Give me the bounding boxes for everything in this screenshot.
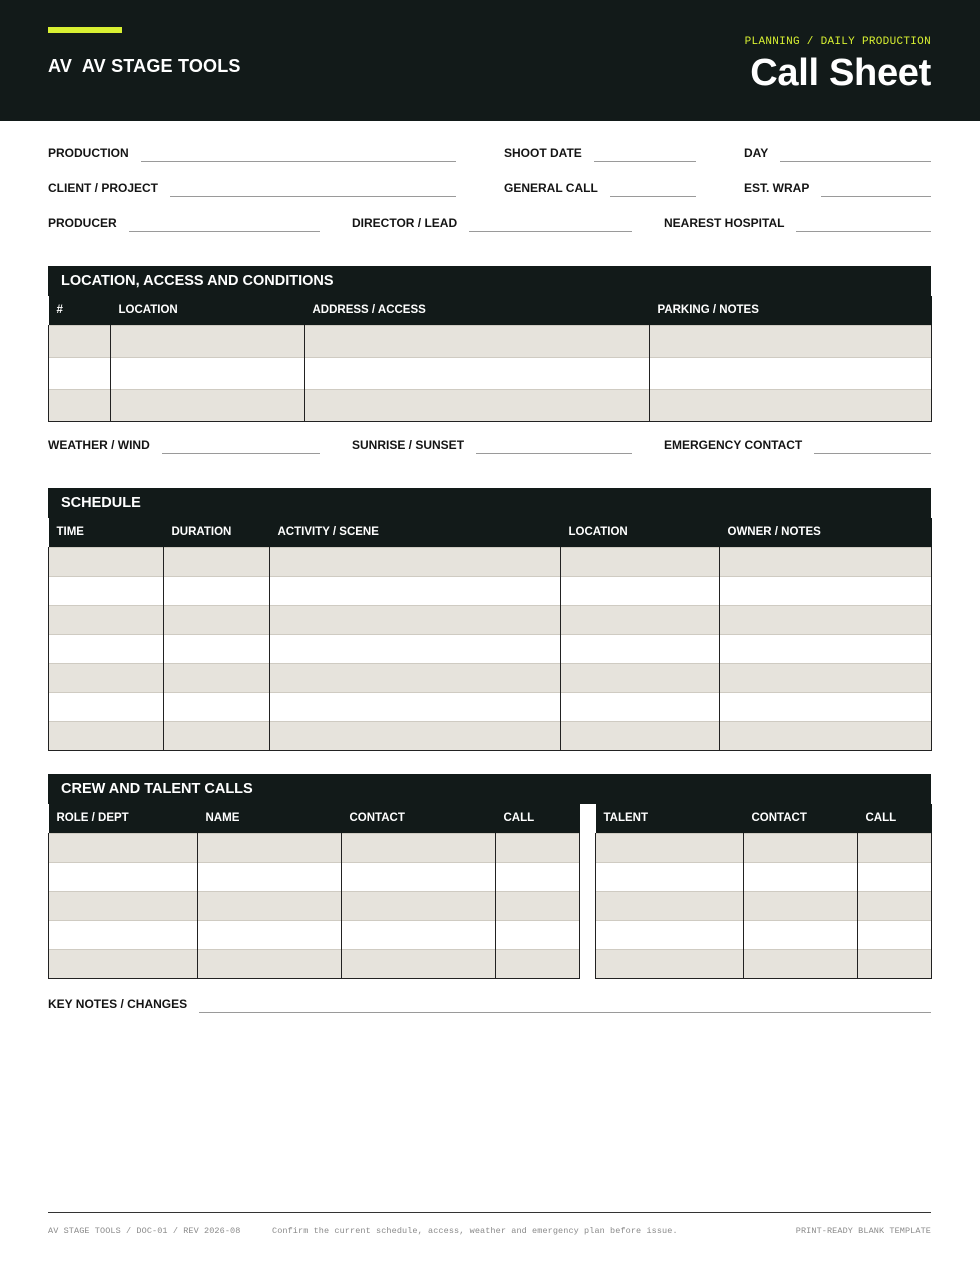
table-cell[interactable] (496, 949, 580, 978)
crew-table (48, 804, 580, 979)
weather-wind-line[interactable] (162, 453, 320, 454)
column-header-activity-scene: ACTIVITY / SCENE (270, 518, 561, 547)
table-row (49, 547, 932, 576)
table-cell[interactable] (858, 891, 932, 920)
table-cell[interactable] (720, 576, 932, 605)
table-cell[interactable] (744, 920, 858, 949)
client-project-label: CLIENT / PROJECT (48, 181, 159, 195)
key-notes-line[interactable] (199, 1012, 931, 1013)
table-cell[interactable] (561, 547, 720, 576)
column-header-number: # (49, 296, 111, 325)
column-header-parking-notes: PARKING / NOTES (650, 296, 932, 325)
table-row (596, 833, 932, 862)
column-header-role-dept: ROLE / DEPT (49, 804, 198, 833)
table-cell[interactable] (49, 862, 198, 891)
brand-logo (48, 56, 241, 77)
table-cell[interactable] (198, 920, 342, 949)
table-cell[interactable] (49, 692, 164, 721)
table-cell[interactable] (164, 605, 270, 634)
table-cell[interactable] (305, 389, 650, 421)
footer-template-note: PRINT-READY BLANK TEMPLATE (795, 1226, 931, 1236)
est-wrap-field[interactable] (744, 175, 931, 195)
column-header-duration: DURATION (164, 518, 270, 547)
column-header-location: LOCATION (111, 296, 305, 325)
shoot-date-field[interactable] (504, 140, 696, 160)
table-cell[interactable] (198, 833, 342, 862)
client-project-line[interactable] (170, 196, 456, 197)
table-row (49, 891, 580, 920)
table-cell[interactable] (111, 389, 305, 421)
table-cell[interactable] (596, 833, 744, 862)
table-cell[interactable] (496, 920, 580, 949)
table-cell[interactable] (858, 833, 932, 862)
table-cell[interactable] (270, 721, 561, 750)
table-cell[interactable] (270, 692, 561, 721)
table-cell[interactable] (561, 576, 720, 605)
column-header-name: NAME (198, 804, 342, 833)
table-cell[interactable] (561, 721, 720, 750)
nearest-hospital-field[interactable] (664, 210, 931, 230)
table-cell[interactable] (164, 634, 270, 663)
table-cell[interactable] (305, 357, 650, 389)
table-cell[interactable] (49, 547, 164, 576)
table-cell[interactable] (49, 833, 198, 862)
table-row (49, 605, 932, 634)
location-section-title: LOCATION, ACCESS AND CONDITIONS (48, 266, 931, 296)
table-cell[interactable] (270, 634, 561, 663)
column-header-call: CALL (496, 804, 580, 833)
table-cell[interactable] (720, 692, 932, 721)
sunrise-sunset-line[interactable] (476, 453, 632, 454)
table-cell[interactable] (496, 833, 580, 862)
table-cell[interactable] (49, 576, 164, 605)
table-cell[interactable] (270, 576, 561, 605)
key-notes-field[interactable] (48, 991, 931, 1011)
column-header-owner-notes: OWNER / NOTES (720, 518, 932, 547)
schedule-table (48, 518, 932, 751)
brand-name: AV STAGE TOOLS (81, 56, 241, 76)
accent-bar (48, 27, 122, 33)
table-row (49, 389, 932, 421)
producer-line[interactable] (129, 231, 320, 232)
table-cell[interactable] (164, 663, 270, 692)
table-cell[interactable] (650, 325, 932, 357)
producer-label: PRODUCER (48, 216, 117, 230)
table-row (596, 920, 932, 949)
director-lead-line[interactable] (469, 231, 632, 232)
table-row (49, 833, 580, 862)
nearest-hospital-label: NEAREST HOSPITAL (664, 216, 785, 230)
table-cell[interactable] (561, 663, 720, 692)
est-wrap-label: EST. WRAP (744, 181, 810, 195)
table-cell[interactable] (596, 920, 744, 949)
column-header-time: TIME (49, 518, 164, 547)
day-line[interactable] (780, 161, 931, 162)
table-cell[interactable] (650, 357, 932, 389)
table-cell[interactable] (305, 325, 650, 357)
table-row (49, 920, 580, 949)
table-row (49, 634, 932, 663)
table-row (49, 576, 932, 605)
table-row (596, 891, 932, 920)
table-cell[interactable] (49, 357, 111, 389)
crew-section-title: CREW AND TALENT CALLS (48, 774, 931, 804)
table-cell[interactable] (49, 634, 164, 663)
production-field[interactable] (48, 140, 456, 160)
table-row (49, 692, 932, 721)
weather-wind-field[interactable] (48, 432, 320, 452)
table-cell[interactable] (49, 721, 164, 750)
table-cell[interactable] (596, 891, 744, 920)
table-cell[interactable] (164, 692, 270, 721)
client-project-field[interactable] (48, 175, 456, 195)
section-eyebrow: PLANNING / DAILY PRODUCTION (744, 36, 931, 48)
table-cell[interactable] (270, 605, 561, 634)
table-cell[interactable] (496, 862, 580, 891)
footer-rule (48, 1212, 931, 1213)
table-cell[interactable] (496, 891, 580, 920)
column-header-address-access: ADDRESS / ACCESS (305, 296, 650, 325)
table-cell[interactable] (198, 891, 342, 920)
column-header-location: LOCATION (561, 518, 720, 547)
table-cell[interactable] (342, 920, 496, 949)
table-cell[interactable] (744, 833, 858, 862)
schedule-section-title: SCHEDULE (48, 488, 931, 518)
production-label: PRODUCTION (48, 146, 129, 160)
production-line[interactable] (141, 161, 456, 162)
table-cell[interactable] (858, 920, 932, 949)
column-header-contact: CONTACT (744, 804, 858, 833)
page-title: Call Sheet (750, 52, 931, 94)
table-row (49, 325, 932, 357)
table-cell[interactable] (720, 721, 932, 750)
table-cell[interactable] (342, 891, 496, 920)
column-header-contact: CONTACT (342, 804, 496, 833)
table-cell[interactable] (49, 389, 111, 421)
table-cell[interactable] (198, 862, 342, 891)
table-cell[interactable] (744, 949, 858, 978)
emergency-contact-line[interactable] (814, 453, 931, 454)
sunrise-sunset-field[interactable] (352, 432, 632, 452)
table-cell[interactable] (111, 357, 305, 389)
footer-doc-ref: AV STAGE TOOLS / DOC-01 / REV 2026-08 (48, 1226, 241, 1236)
footer-instruction: Confirm the current schedule, access, weather and emergency plan before issue. (272, 1226, 678, 1236)
table-cell[interactable] (49, 605, 164, 634)
table-cell[interactable] (164, 547, 270, 576)
table-cell[interactable] (596, 949, 744, 978)
director-lead-label: DIRECTOR / LEAD (352, 216, 458, 230)
nearest-hospital-line[interactable] (796, 231, 931, 232)
key-notes-label: KEY NOTES / CHANGES (48, 997, 188, 1011)
table-cell[interactable] (198, 949, 342, 978)
shoot-date-label: SHOOT DATE (504, 146, 582, 160)
table-cell[interactable] (164, 721, 270, 750)
table-cell[interactable] (858, 862, 932, 891)
day-field[interactable] (744, 140, 931, 160)
table-cell[interactable] (720, 634, 932, 663)
table-cell[interactable] (650, 389, 932, 421)
table-cell[interactable] (720, 605, 932, 634)
table-cell[interactable] (744, 891, 858, 920)
sunrise-sunset-label: SUNRISE / SUNSET (352, 438, 465, 452)
table-cell[interactable] (49, 325, 111, 357)
emergency-contact-field[interactable] (664, 432, 931, 452)
table-cell[interactable] (561, 692, 720, 721)
table-row (596, 949, 932, 978)
table-cell[interactable] (49, 891, 198, 920)
location-table (48, 296, 932, 422)
table-cell[interactable] (49, 920, 198, 949)
table-row (49, 721, 932, 750)
table-cell[interactable] (164, 576, 270, 605)
brand-mark: AV (48, 56, 73, 76)
table-cell[interactable] (49, 949, 198, 978)
table-row (49, 862, 580, 891)
general-call-label: GENERAL CALL (504, 181, 598, 195)
table-cell[interactable] (596, 862, 744, 891)
table-cell[interactable] (270, 663, 561, 692)
est-wrap-line[interactable] (821, 196, 931, 197)
producer-field[interactable] (48, 210, 320, 230)
table-cell[interactable] (49, 663, 164, 692)
table-cell[interactable] (342, 862, 496, 891)
table-row (596, 862, 932, 891)
weather-wind-label: WEATHER / WIND (48, 438, 150, 452)
table-cell[interactable] (858, 949, 932, 978)
day-label: DAY (744, 146, 769, 160)
table-row (49, 949, 580, 978)
talent-table (595, 804, 932, 979)
director-lead-field[interactable] (352, 210, 632, 230)
table-cell[interactable] (270, 547, 561, 576)
table-row (49, 357, 932, 389)
column-header-call: CALL (858, 804, 932, 833)
shoot-date-line[interactable] (594, 161, 696, 162)
general-call-field[interactable] (504, 175, 696, 195)
table-row (49, 663, 932, 692)
table-cell[interactable] (111, 325, 305, 357)
table-cell[interactable] (744, 862, 858, 891)
emergency-contact-label: EMERGENCY CONTACT (664, 438, 803, 452)
page-header (0, 0, 980, 121)
column-header-talent: TALENT (596, 804, 744, 833)
table-cell[interactable] (342, 833, 496, 862)
table-cell[interactable] (561, 634, 720, 663)
table-cell[interactable] (720, 547, 932, 576)
general-call-line[interactable] (610, 196, 696, 197)
table-cell[interactable] (342, 949, 496, 978)
table-cell[interactable] (720, 663, 932, 692)
table-cell[interactable] (561, 605, 720, 634)
